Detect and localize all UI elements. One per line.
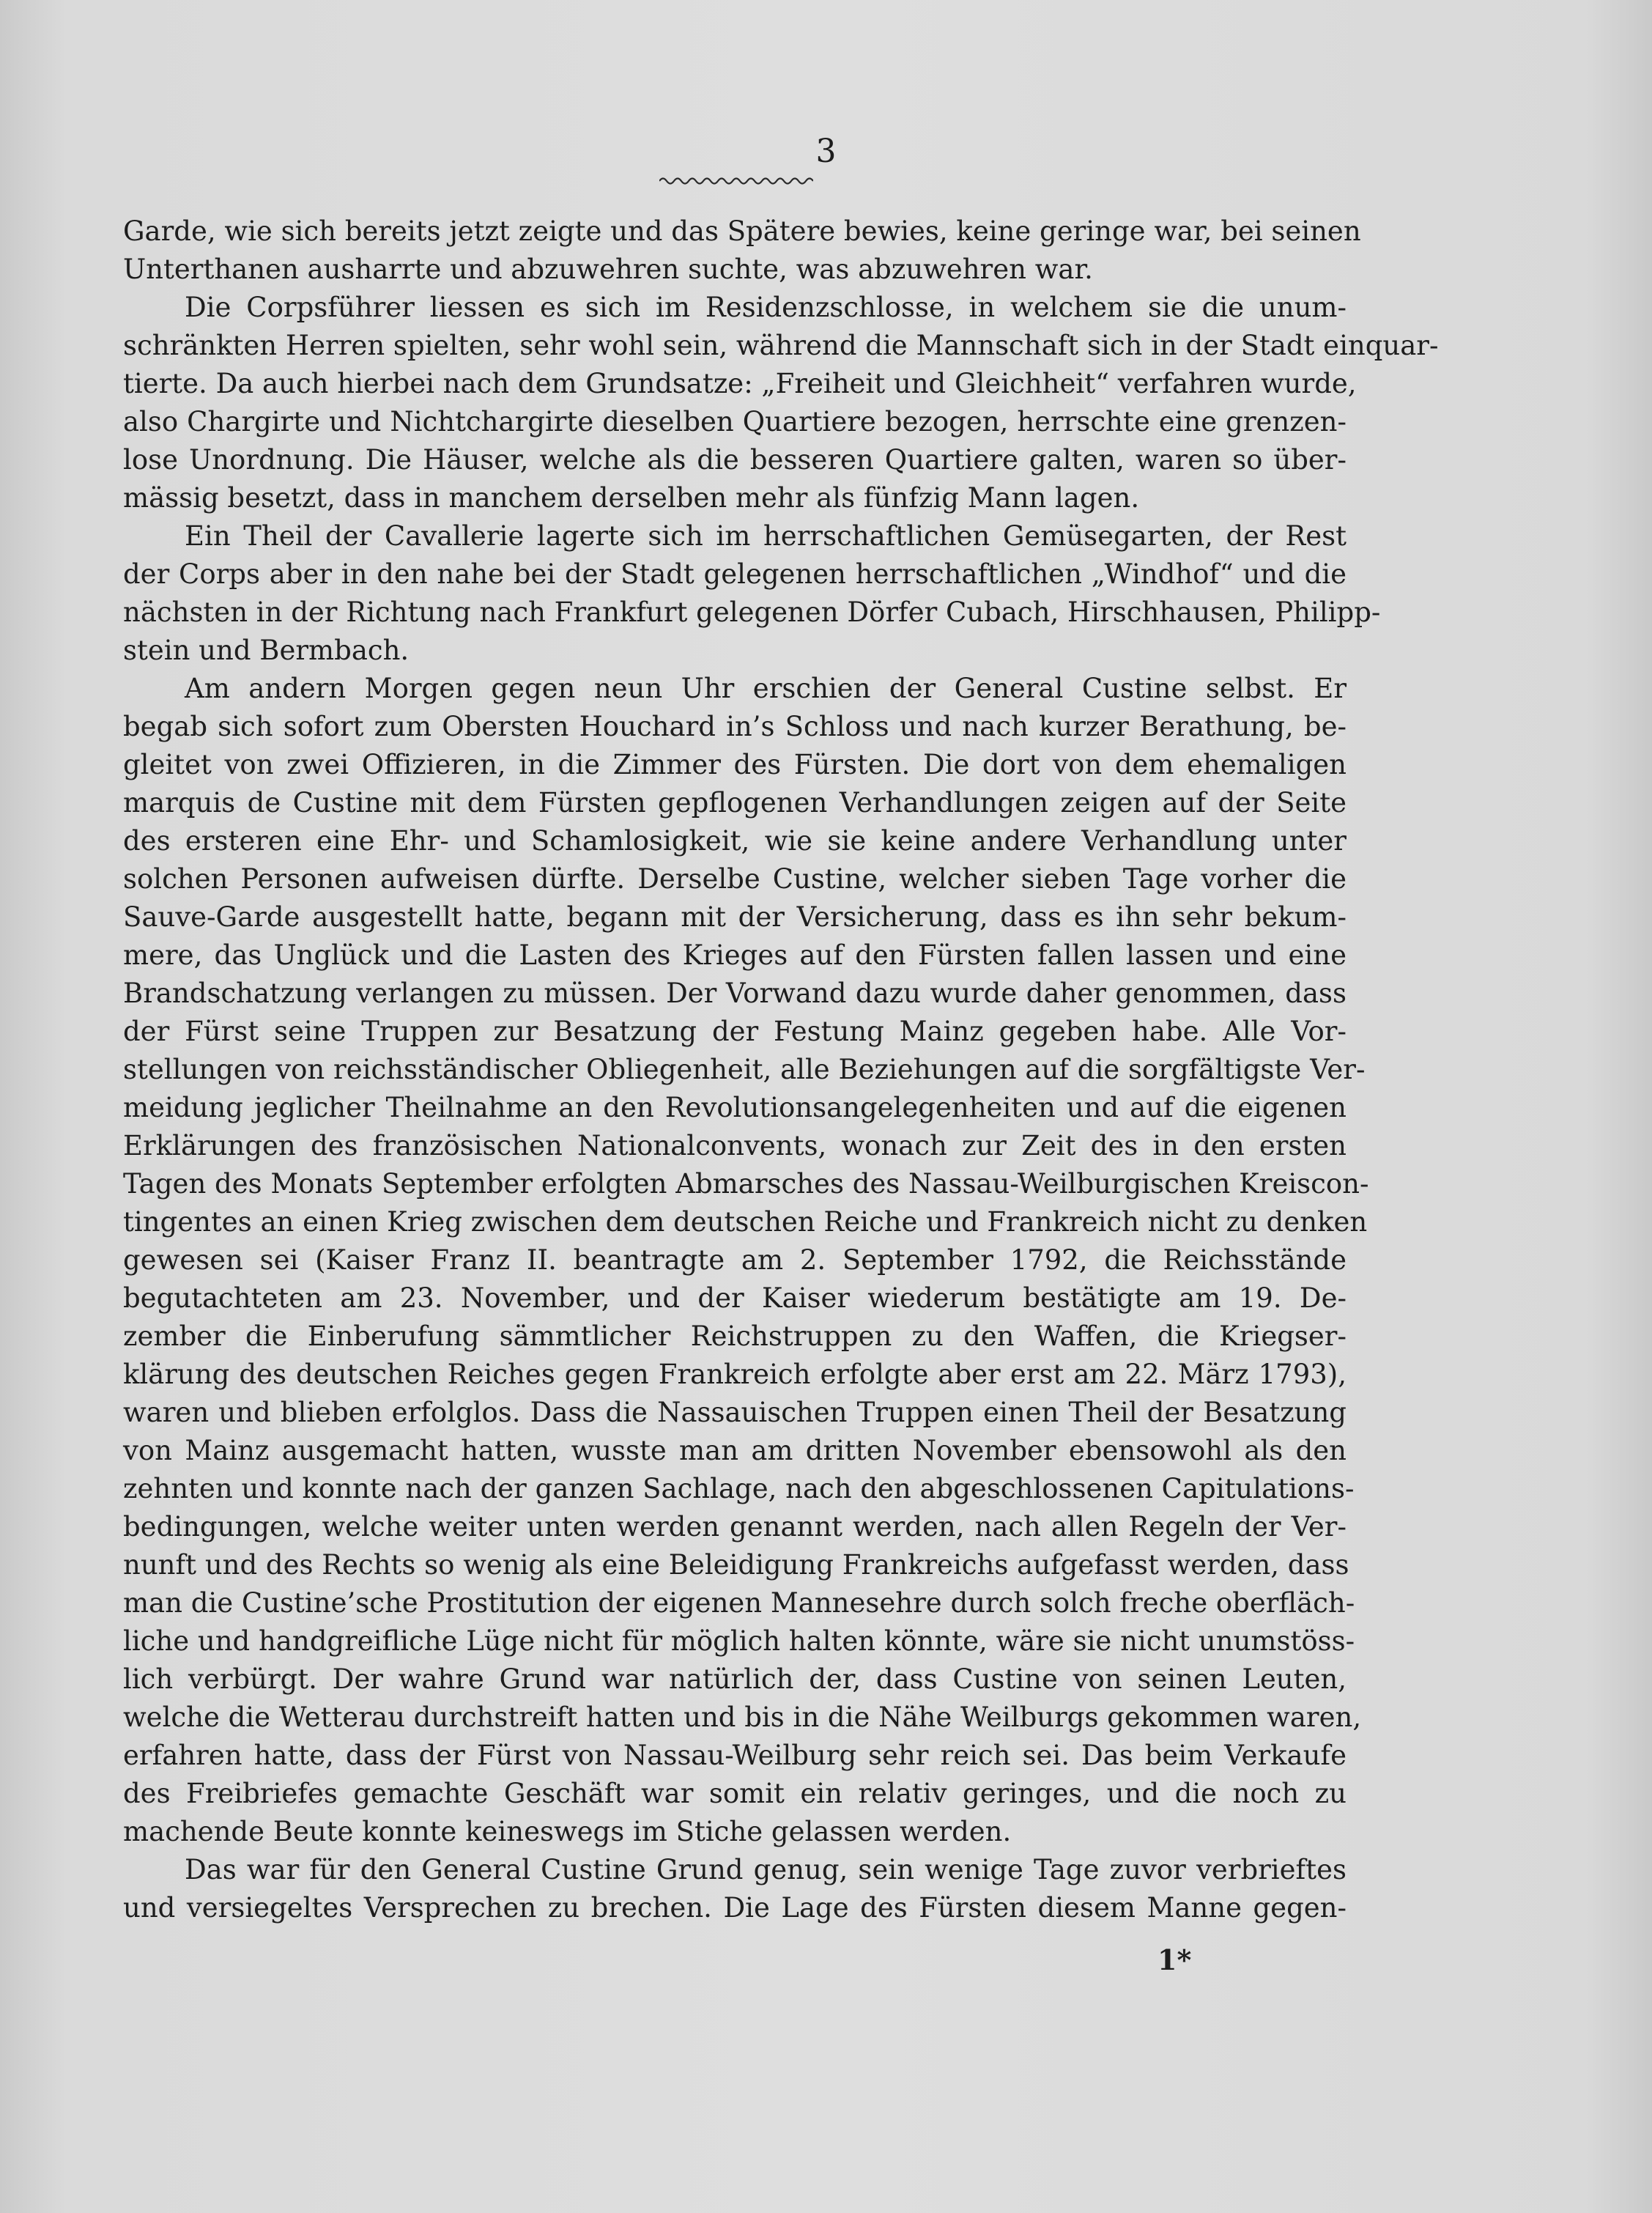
text-line: Ein Theil der Cavallerie lagerte sich im herrschaftlichen Gemüsegarten, der Rest <box>185 520 1347 552</box>
text-line: Erklärungen des französischen Nationalconvents, wonach zur Zeit des in den ersten <box>123 1130 1347 1161</box>
text-line: und versiegeltes Versprechen zu brechen. Die Lage des Fürsten diesem Manne gegen- <box>123 1892 1347 1924</box>
text-line: Das war für den General Custine Grund genug, sein wenige Tage zuvor verbrieftes <box>185 1854 1347 1885</box>
text-line: tierte. Da auch hierbei nach dem Grundsatze: „Freiheit und Gleichheit“ verfahren wurde, <box>123 368 1357 399</box>
text-line: Sauve-Garde ausgestellt hatte, begann mit der Versicherung, dass es ihn sehr bekum- <box>123 901 1347 933</box>
text-line: begab sich sofort zum Obersten Houchard in’s Schloss und nach kurzer Berathung, be- <box>123 711 1347 742</box>
text-line: meidung jeglicher Theilnahme an den Revolutionsangelegenheiten und auf die eigenen <box>123 1092 1347 1123</box>
text-line: des Freibriefes gemachte Geschäft war somit ein relativ geringes, und die noch zu <box>123 1778 1347 1809</box>
text-line: gleitet von zwei Offizieren, in die Zimmer des Fürsten. Die dort von dem ehemaligen <box>123 749 1347 780</box>
text-line: der Fürst seine Truppen zur Besatzung der Festung Mainz gegeben habe. Alle Vor- <box>123 1016 1347 1047</box>
text-line: lose Unordnung. Die Häuser, welche als die besseren Quartiere galten, waren so über- <box>123 444 1347 476</box>
text-line: schränkten Herren spielten, sehr wohl sein, während die Mannschaft sich in der Stadt einquar- <box>123 330 1439 361</box>
wavy-ornament-rule <box>659 174 813 188</box>
text-line: liche und handgreifliche Lüge nicht für möglich halten könnte, wäre sie nicht unumstöss- <box>123 1625 1355 1657</box>
text-line: gewesen sei (Kaiser Franz II. beantragte am 2. September 1792, die Reichsstände <box>123 1244 1347 1276</box>
text-line: mässig besetzt, dass in manchem derselben mehr als fünfzig Mann lagen. <box>123 482 1140 514</box>
text-line: lich verbürgt. Der wahre Grund war natürlich der, dass Custine von seinen Leuten, <box>123 1663 1347 1695</box>
text-line: stellungen von reichsständischer Obliegenheit, alle Beziehungen auf die sorgfältigste Ver- <box>123 1054 1366 1085</box>
text-line: zember die Einberufung sämmtlicher Reichstruppen zu den Waffen, die Kriegser- <box>123 1320 1347 1352</box>
text-line: marquis de Custine mit dem Fürsten gepflogenen Verhandlungen zeigen auf der Seite <box>123 787 1347 819</box>
text-line: Tagen des Monats September erfolgten Abmarsches des Nassau-Weilburgischen Kreiscon- <box>123 1168 1369 1200</box>
signature-mark: 1* <box>1157 1943 1192 1976</box>
text-line: klärung des deutschen Reiches gegen Frankreich erfolgte aber erst am 22. März 1793), <box>123 1359 1347 1390</box>
text-line: der Corps aber in den nahe bei der Stadt gelegenen herrschaftlichen „Windhof“ und die <box>123 558 1347 590</box>
text-line: begutachteten am 23. November, und der Kaiser wiederum bestätigte am 19. De- <box>123 1282 1347 1314</box>
text-line: man die Custine’sche Prostitution der eigenen Mannesehre durch solch freche oberfläch- <box>123 1587 1355 1619</box>
body-text <box>123 213 1439 1927</box>
text-line: bedingungen, welche weiter unten werden genannt werden, nach allen Regeln der Ver- <box>123 1511 1347 1543</box>
text-line: Die Corpsführer liessen es sich im Residenzschlosse, in welchem sie die unum- <box>185 292 1347 323</box>
text-line: erfahren hatte, dass der Fürst von Nassau-Weilburg sehr reich sei. Das beim Verkaufe <box>123 1740 1347 1771</box>
text-line: Garde, wie sich bereits jetzt zeigte und das Spätere bewies, keine geringe war, bei seinen <box>123 215 1361 247</box>
page-number: 3 <box>815 133 837 170</box>
text-line: stein und Bermbach. <box>123 635 410 666</box>
text-line: des ersteren eine Ehr- und Schamlosigkeit, wie sie keine andere Verhandlung unter <box>123 825 1347 857</box>
text-line: Unterthanen ausharrte und abzuwehren suchte, was abzuwehren war. <box>123 254 1093 285</box>
text-line: Brandschatzung verlangen zu müssen. Der Vorwand dazu wurde daher genommen, dass <box>123 978 1347 1009</box>
text-line: nunft und des Rechts so wenig als eine Beleidigung Frankreichs aufgefasst werden, dass <box>123 1549 1349 1581</box>
text-line: machende Beute konnte keineswegs im Stiche gelassen werden. <box>123 1816 1012 1847</box>
text-line: tingentes an einen Krieg zwischen dem deutschen Reiche und Frankreich nicht zu denken <box>123 1206 1368 1238</box>
text-line: welche die Wetterau durchstreift hatten und bis in die Nähe Weilburgs gekommen waren, <box>123 1702 1362 1733</box>
text-line: von Mainz ausgemacht hatten, wusste man am dritten November ebensowohl als den <box>123 1435 1347 1466</box>
text-line: waren und blieben erfolglos. Dass die Nassauischen Truppen einen Theil der Besatzung <box>123 1397 1347 1428</box>
text-line: nächsten in der Richtung nach Frankfurt gelegenen Dörfer Cubach, Hirschhausen, Philipp- <box>123 596 1381 628</box>
text-line: solchen Personen aufweisen dürfte. Derselbe Custine, welcher sieben Tage vorher die <box>123 863 1347 895</box>
text-line: Am andern Morgen gegen neun Uhr erschien der General Custine selbst. Er <box>185 673 1347 704</box>
text-line: mere, das Unglück und die Lasten des Krieges auf den Fürsten fallen lassen und eine <box>123 939 1347 971</box>
text-line: also Chargirte und Nichtchargirte dieselben Quartiere bezogen, herrschte eine grenzen- <box>123 406 1347 437</box>
text-line: zehnten und konnte nach der ganzen Sachlage, nach den abgeschlossenen Capitulations- <box>123 1473 1355 1504</box>
